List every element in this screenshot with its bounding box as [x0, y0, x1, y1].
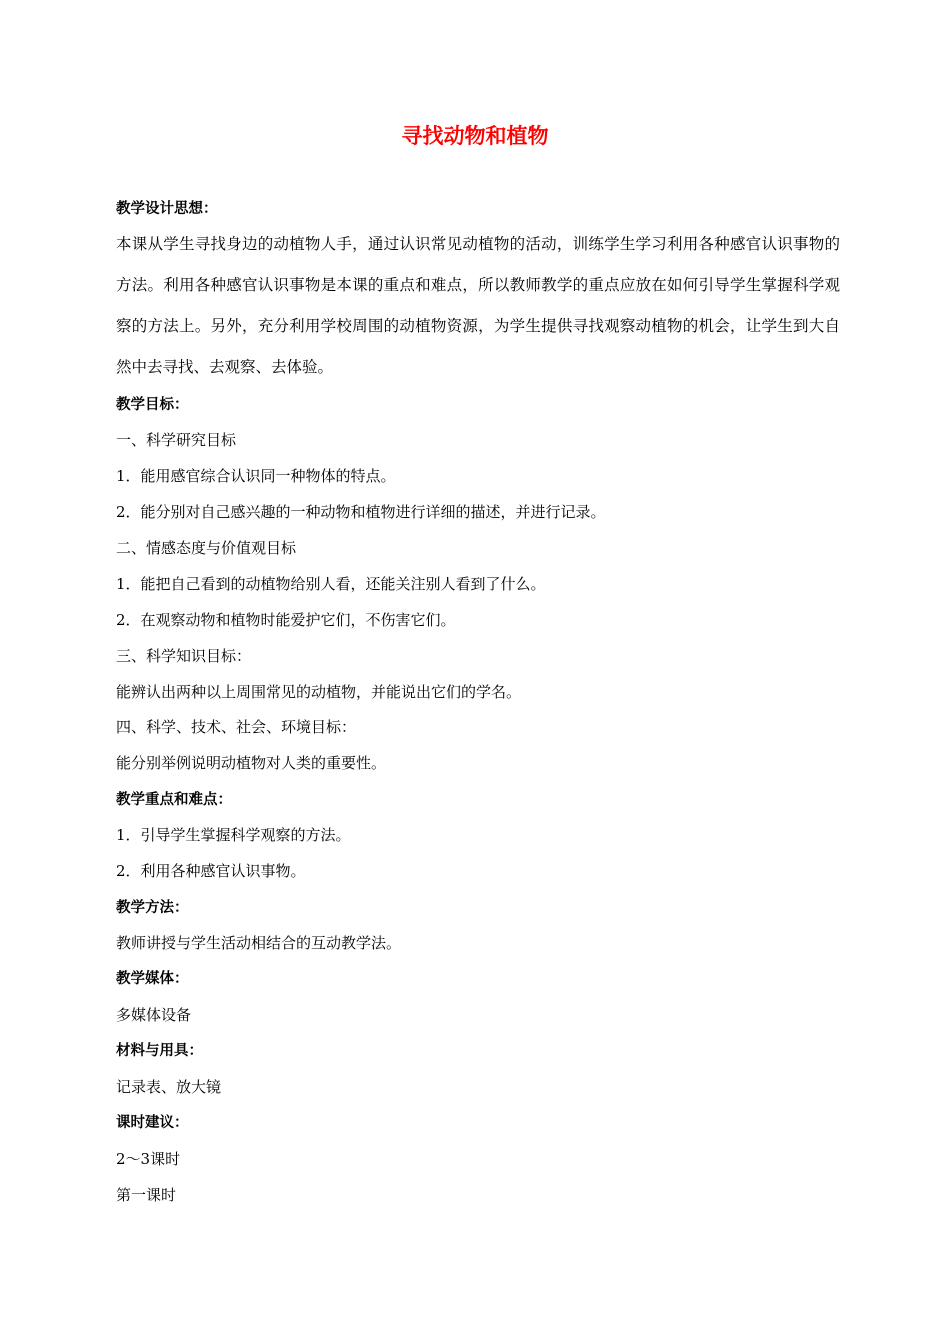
keypoints-heading: 教学重点和难点： — [116, 792, 232, 808]
media-heading: 教学媒体： — [116, 971, 189, 987]
page-title: 寻找动物和植物 — [401, 124, 549, 148]
materials-heading: 材料与用具： — [116, 1043, 203, 1059]
goal1-item1: 1．能用感官综合认识同一种物体的特点。 — [116, 467, 396, 485]
design-paragraph: 本课从学生寻找身边的动植物人手，通过认识常见动植物的活动，训练学生学习利用各种感官认识事物的方法。利用各种感官认识事物是本课的重点和难点，所以教师教学的重点应放在如何引导学生掌握科学观察的方法上。另外，充分利用学校周围的动植物资源，为学生提供寻找观察动植物的机会，让学生到大自然中去寻找、去观察、去体验。 — [116, 235, 840, 376]
goal1-item2: 2．能分别对自己感兴趣的一种动物和植物进行详细的描述，并进行记录。 — [116, 503, 606, 521]
materials-text: 记录表、放大镜 — [116, 1078, 222, 1096]
keypoint2: 2．利用各种感官认识事物。 — [116, 862, 306, 880]
goal1-heading: 一、科学研究目标 — [116, 431, 237, 449]
first-lesson-label: 第一课时 — [116, 1186, 177, 1204]
goal2-item1: 1．能把自己看到的动植物给别人看，还能关注别人看到了什么。 — [116, 575, 546, 593]
goal2-item2: 2．在观察动物和植物时能爱护它们，不伤害它们。 — [116, 611, 456, 629]
hours-text: 2～3课时 — [116, 1150, 181, 1168]
design-heading: 教学设计思想： — [116, 201, 218, 217]
goal4-text: 能分别举例说明动植物对人类的重要性。 — [116, 754, 387, 772]
hours-heading: 课时建议： — [116, 1115, 189, 1131]
goal4-heading: 四、科学、技术、社会、环境目标： — [116, 718, 357, 736]
goal3-text: 能辨认出两种以上周围常见的动植物，并能说出它们的学名。 — [116, 683, 522, 701]
method-text: 教师讲授与学生活动相结合的互动教学法。 — [116, 934, 402, 952]
media-text: 多媒体设备 — [116, 1006, 192, 1024]
goals-heading: 教学目标： — [116, 397, 189, 413]
method-heading: 教学方法： — [116, 900, 189, 916]
keypoint1: 1．引导学生掌握科学观察的方法。 — [116, 826, 351, 844]
goal2-heading: 二、情感态度与价值观目标 — [116, 539, 297, 557]
goal3-heading: 三、科学知识目标： — [116, 647, 252, 665]
